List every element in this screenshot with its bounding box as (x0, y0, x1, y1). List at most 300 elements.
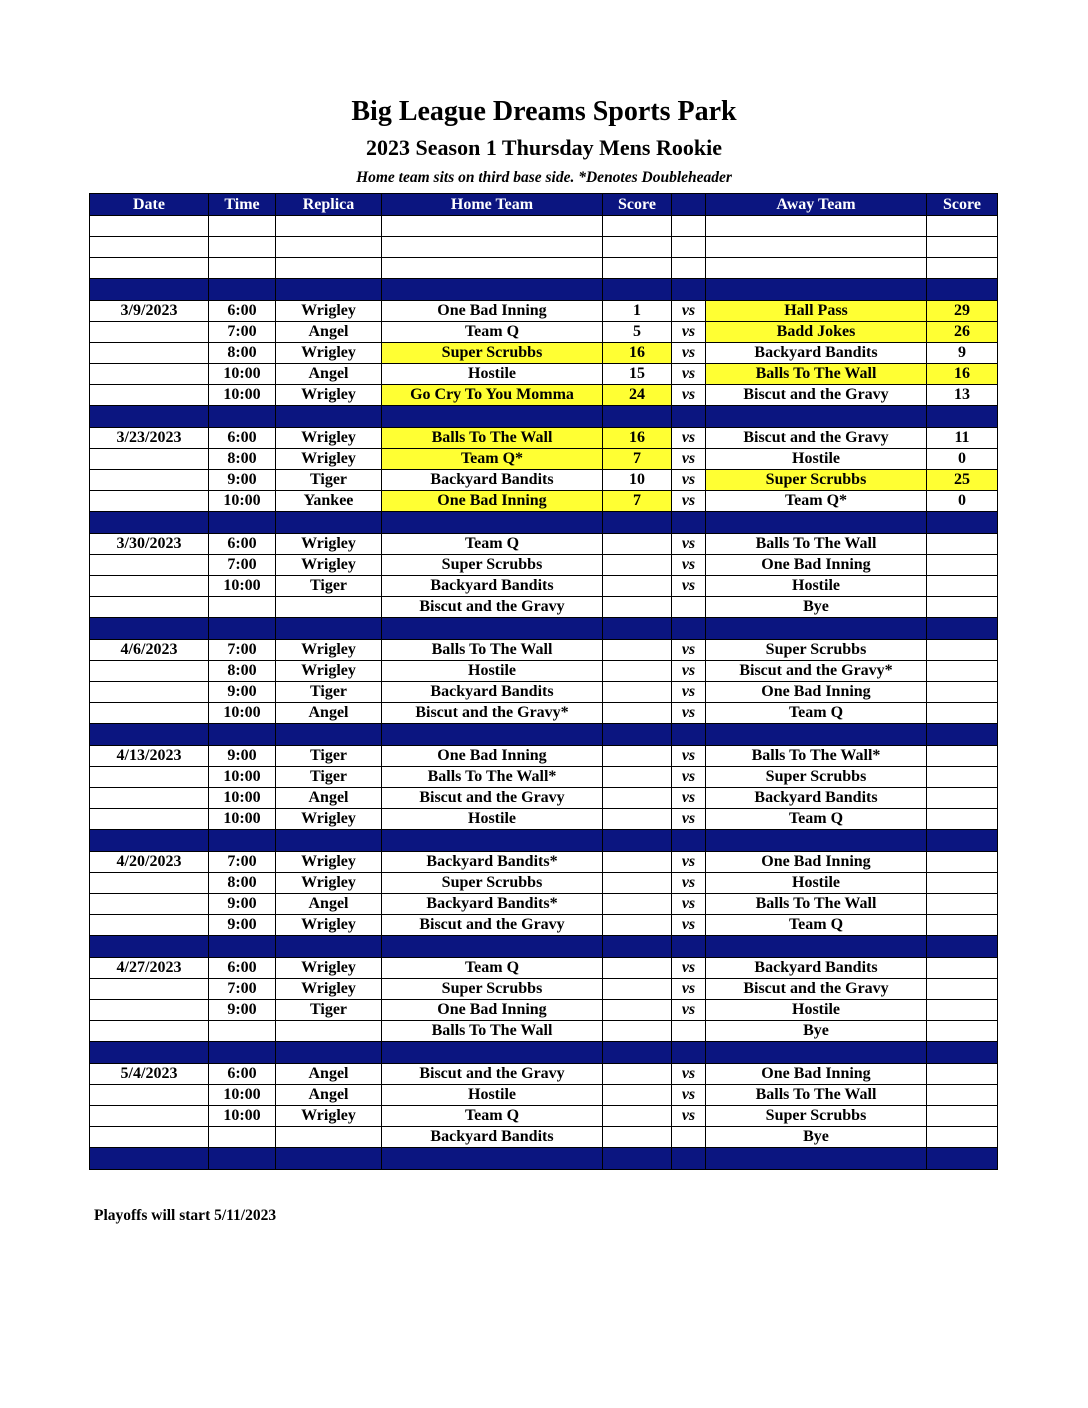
vs-cell: vs (672, 322, 706, 343)
blank-cell (90, 258, 209, 279)
separator-cell (382, 512, 603, 534)
date-cell (90, 873, 209, 894)
separator-cell (382, 618, 603, 640)
time-cell: 10:00 (209, 809, 276, 830)
away-team-cell: Backyard Bandits (706, 788, 927, 809)
date-cell (90, 1000, 209, 1021)
game-row (90, 449, 998, 470)
game-row (90, 682, 998, 703)
away-score-cell: 29 (927, 301, 998, 322)
col-replica: Replica (276, 194, 382, 216)
blank-cell (209, 258, 276, 279)
separator-cell (209, 936, 276, 958)
vs-cell: vs (672, 343, 706, 364)
home-team-cell: Biscut and the Gravy (382, 915, 603, 936)
away-team-cell: Team Q (706, 809, 927, 830)
replica-cell: Wrigley (276, 555, 382, 576)
game-row (90, 428, 998, 449)
home-team-cell: Team Q* (382, 449, 603, 470)
vs-cell: vs (672, 640, 706, 661)
separator-cell (672, 830, 706, 852)
away-score-cell: 26 (927, 322, 998, 343)
home-score-cell: 7 (603, 491, 672, 512)
away-team-cell: Backyard Bandits (706, 958, 927, 979)
game-row (90, 364, 998, 385)
home-score-cell (603, 661, 672, 682)
separator-cell (672, 279, 706, 301)
home-team-cell: Super Scrubbs (382, 555, 603, 576)
week-separator-row (90, 830, 998, 852)
time-cell: 10:00 (209, 767, 276, 788)
schedule-body (90, 216, 998, 1170)
game-row (90, 767, 998, 788)
separator-cell (90, 406, 209, 428)
home-team-cell: One Bad Inning (382, 1000, 603, 1021)
separator-cell (90, 1148, 209, 1170)
date-cell (90, 682, 209, 703)
away-score-cell (927, 682, 998, 703)
time-cell: 6:00 (209, 1064, 276, 1085)
separator-cell (706, 406, 927, 428)
home-team-cell: One Bad Inning (382, 491, 603, 512)
replica-cell: Angel (276, 322, 382, 343)
home-score-cell (603, 915, 672, 936)
away-score-cell (927, 958, 998, 979)
vs-cell: vs (672, 746, 706, 767)
date-cell: 4/27/2023 (90, 958, 209, 979)
separator-cell (209, 724, 276, 746)
home-score-cell: 5 (603, 322, 672, 343)
home-score-cell (603, 640, 672, 661)
game-row (90, 873, 998, 894)
date-cell (90, 703, 209, 724)
time-cell: 9:00 (209, 894, 276, 915)
vs-cell (672, 1127, 706, 1148)
away-team-cell: One Bad Inning (706, 555, 927, 576)
separator-cell (927, 936, 998, 958)
home-score-cell (603, 534, 672, 555)
away-team-cell: Team Q (706, 915, 927, 936)
time-cell: 9:00 (209, 915, 276, 936)
away-team-cell: Biscut and the Gravy* (706, 661, 927, 682)
separator-cell (209, 1148, 276, 1170)
separator-cell (90, 1042, 209, 1064)
away-team-cell: Balls To The Wall (706, 894, 927, 915)
home-score-cell (603, 894, 672, 915)
home-score-cell: 7 (603, 449, 672, 470)
home-score-cell (603, 555, 672, 576)
away-score-cell (927, 746, 998, 767)
away-team-cell: Team Q (706, 703, 927, 724)
date-cell (90, 385, 209, 406)
week-separator-row (90, 406, 998, 428)
replica-cell: Wrigley (276, 640, 382, 661)
away-score-cell (927, 788, 998, 809)
time-cell: 10:00 (209, 385, 276, 406)
date-cell (90, 894, 209, 915)
replica-cell: Wrigley (276, 915, 382, 936)
time-cell: 6:00 (209, 958, 276, 979)
away-score-cell (927, 1000, 998, 1021)
away-score-cell (927, 873, 998, 894)
game-row (90, 958, 998, 979)
time-cell: 8:00 (209, 873, 276, 894)
game-row (90, 852, 998, 873)
home-team-cell: Hostile (382, 661, 603, 682)
time-cell: 10:00 (209, 364, 276, 385)
week-separator-row (90, 1042, 998, 1064)
away-score-cell (927, 809, 998, 830)
home-score-cell (603, 979, 672, 1000)
home-score-cell (603, 1106, 672, 1127)
blank-cell (382, 216, 603, 237)
home-score-cell (603, 597, 672, 618)
home-score-cell (603, 958, 672, 979)
away-score-cell (927, 534, 998, 555)
separator-cell (276, 830, 382, 852)
away-score-cell (927, 640, 998, 661)
schedule-table (89, 193, 998, 1170)
separator-cell (672, 1042, 706, 1064)
away-score-cell (927, 1021, 998, 1042)
date-cell (90, 1127, 209, 1148)
vs-cell: vs (672, 449, 706, 470)
away-team-cell: One Bad Inning (706, 682, 927, 703)
home-team-cell: Biscut and the Gravy (382, 1064, 603, 1085)
vs-cell: vs (672, 555, 706, 576)
separator-cell (706, 618, 927, 640)
home-team-cell: One Bad Inning (382, 746, 603, 767)
home-team-cell: Backyard Bandits (382, 576, 603, 597)
time-cell: 8:00 (209, 661, 276, 682)
replica-cell: Tiger (276, 767, 382, 788)
time-cell (209, 1127, 276, 1148)
away-score-cell (927, 1064, 998, 1085)
separator-cell (672, 724, 706, 746)
date-cell (90, 343, 209, 364)
vs-cell: vs (672, 1064, 706, 1085)
home-team-cell: Team Q (382, 1106, 603, 1127)
separator-cell (276, 618, 382, 640)
game-row (90, 915, 998, 936)
away-score-cell (927, 555, 998, 576)
home-team-cell: Backyard Bandits (382, 470, 603, 491)
away-team-cell: Super Scrubbs (706, 1106, 927, 1127)
date-cell (90, 788, 209, 809)
replica-cell: Wrigley (276, 1106, 382, 1127)
vs-cell: vs (672, 491, 706, 512)
separator-cell (927, 406, 998, 428)
away-team-cell: Hostile (706, 873, 927, 894)
away-team-cell: One Bad Inning (706, 852, 927, 873)
away-score-cell (927, 661, 998, 682)
blank-cell (706, 237, 927, 258)
blank-cell (90, 216, 209, 237)
away-score-cell: 11 (927, 428, 998, 449)
page-title: Big League Dreams Sports Park (351, 96, 737, 127)
blank-cell (276, 258, 382, 279)
separator-cell (927, 279, 998, 301)
game-row (90, 555, 998, 576)
game-row (90, 1021, 998, 1042)
home-team-cell: Go Cry To You Momma (382, 385, 603, 406)
separator-cell (382, 724, 603, 746)
time-cell: 10:00 (209, 491, 276, 512)
away-team-cell: Hostile (706, 576, 927, 597)
time-cell: 9:00 (209, 682, 276, 703)
away-score-cell (927, 576, 998, 597)
home-score-cell: 16 (603, 428, 672, 449)
home-team-cell: Hostile (382, 364, 603, 385)
away-score-cell (927, 1106, 998, 1127)
game-row (90, 470, 998, 491)
vs-cell: vs (672, 979, 706, 1000)
home-team-cell: Biscut and the Gravy (382, 597, 603, 618)
time-cell: 7:00 (209, 555, 276, 576)
date-cell (90, 1085, 209, 1106)
home-team-cell: Backyard Bandits (382, 682, 603, 703)
game-row (90, 1064, 998, 1085)
separator-cell (209, 279, 276, 301)
date-cell (90, 364, 209, 385)
time-cell: 6:00 (209, 428, 276, 449)
replica-cell: Tiger (276, 576, 382, 597)
vs-cell: vs (672, 364, 706, 385)
separator-cell (276, 1042, 382, 1064)
blank-cell (706, 216, 927, 237)
date-cell: 4/6/2023 (90, 640, 209, 661)
time-cell: 7:00 (209, 640, 276, 661)
vs-cell: vs (672, 1000, 706, 1021)
away-team-cell: Balls To The Wall (706, 364, 927, 385)
date-cell: 5/4/2023 (90, 1064, 209, 1085)
home-score-cell (603, 767, 672, 788)
away-team-cell: Hostile (706, 1000, 927, 1021)
home-score-cell (603, 746, 672, 767)
away-score-cell (927, 767, 998, 788)
vs-cell: vs (672, 385, 706, 406)
vs-cell: vs (672, 852, 706, 873)
week-separator-row (90, 618, 998, 640)
date-cell (90, 767, 209, 788)
away-team-cell: One Bad Inning (706, 1064, 927, 1085)
home-team-cell: Hostile (382, 809, 603, 830)
blank-cell (672, 258, 706, 279)
replica-cell: Wrigley (276, 661, 382, 682)
date-cell (90, 597, 209, 618)
vs-cell: vs (672, 894, 706, 915)
home-team-cell: Super Scrubbs (382, 979, 603, 1000)
replica-cell: Wrigley (276, 385, 382, 406)
col-away-score: Score (927, 194, 998, 216)
date-cell: 4/13/2023 (90, 746, 209, 767)
week-separator-row (90, 1148, 998, 1170)
away-team-cell: Super Scrubbs (706, 640, 927, 661)
away-team-cell: Team Q* (706, 491, 927, 512)
blank-cell (209, 237, 276, 258)
replica-cell: Tiger (276, 682, 382, 703)
date-cell: 4/20/2023 (90, 852, 209, 873)
home-score-cell: 16 (603, 343, 672, 364)
separator-cell (927, 618, 998, 640)
replica-cell: Angel (276, 1064, 382, 1085)
home-team-cell: Balls To The Wall* (382, 767, 603, 788)
date-cell (90, 1021, 209, 1042)
separator-cell (90, 512, 209, 534)
time-cell: 7:00 (209, 852, 276, 873)
blank-cell (276, 216, 382, 237)
game-row (90, 1106, 998, 1127)
away-team-cell: Biscut and the Gravy (706, 428, 927, 449)
replica-cell: Wrigley (276, 343, 382, 364)
home-team-cell: Balls To The Wall (382, 640, 603, 661)
away-score-cell (927, 979, 998, 1000)
away-score-cell (927, 894, 998, 915)
home-team-cell: Hostile (382, 1085, 603, 1106)
game-row (90, 661, 998, 682)
time-cell (209, 1021, 276, 1042)
blank-cell (209, 216, 276, 237)
vs-cell: vs (672, 470, 706, 491)
separator-cell (276, 1148, 382, 1170)
vs-cell: vs (672, 788, 706, 809)
time-cell: 8:00 (209, 449, 276, 470)
separator-cell (382, 830, 603, 852)
separator-cell (90, 830, 209, 852)
col-home-team: Home Team (382, 194, 603, 216)
replica-cell: Wrigley (276, 534, 382, 555)
away-score-cell (927, 597, 998, 618)
blank-cell (603, 237, 672, 258)
replica-cell: Angel (276, 364, 382, 385)
home-team-cell: Super Scrubbs (382, 873, 603, 894)
home-score-cell (603, 682, 672, 703)
home-score-cell (603, 852, 672, 873)
replica-cell (276, 1021, 382, 1042)
game-row (90, 301, 998, 322)
game-row (90, 534, 998, 555)
away-team-cell: Bye (706, 1127, 927, 1148)
week-separator-row (90, 936, 998, 958)
blank-cell (706, 258, 927, 279)
blank-cell (927, 216, 998, 237)
blank-cell (603, 258, 672, 279)
away-team-cell: Hall Pass (706, 301, 927, 322)
home-team-cell: Biscut and the Gravy* (382, 703, 603, 724)
vs-cell: vs (672, 703, 706, 724)
home-team-cell: Balls To The Wall (382, 1021, 603, 1042)
away-team-cell: Balls To The Wall (706, 534, 927, 555)
home-score-cell: 1 (603, 301, 672, 322)
away-score-cell: 9 (927, 343, 998, 364)
away-team-cell: Bye (706, 597, 927, 618)
separator-cell (209, 830, 276, 852)
time-cell (209, 597, 276, 618)
home-team-cell: Balls To The Wall (382, 428, 603, 449)
week-separator-row (90, 279, 998, 301)
time-cell: 10:00 (209, 788, 276, 809)
date-cell: 3/23/2023 (90, 428, 209, 449)
separator-cell (603, 618, 672, 640)
separator-cell (927, 512, 998, 534)
week-separator-row (90, 512, 998, 534)
separator-cell (276, 279, 382, 301)
vs-cell: vs (672, 576, 706, 597)
vs-cell: vs (672, 1085, 706, 1106)
blank-cell (927, 258, 998, 279)
home-team-cell: Backyard Bandits* (382, 894, 603, 915)
away-team-cell: Hostile (706, 449, 927, 470)
vs-cell (672, 597, 706, 618)
replica-cell: Wrigley (276, 852, 382, 873)
away-team-cell: Backyard Bandits (706, 343, 927, 364)
home-team-cell: Team Q (382, 322, 603, 343)
separator-cell (706, 936, 927, 958)
time-cell: 9:00 (209, 746, 276, 767)
separator-cell (706, 1148, 927, 1170)
home-score-cell (603, 1127, 672, 1148)
col-home-score: Score (603, 194, 672, 216)
blank-cell (382, 258, 603, 279)
game-row (90, 788, 998, 809)
separator-cell (672, 1148, 706, 1170)
time-cell: 8:00 (209, 343, 276, 364)
time-cell: 9:00 (209, 1000, 276, 1021)
replica-cell: Tiger (276, 1000, 382, 1021)
separator-cell (90, 936, 209, 958)
date-cell (90, 322, 209, 343)
time-cell: 10:00 (209, 1106, 276, 1127)
home-score-cell (603, 1085, 672, 1106)
col-away-team: Away Team (706, 194, 927, 216)
date-cell (90, 979, 209, 1000)
date-cell: 3/30/2023 (90, 534, 209, 555)
blank-cell (603, 216, 672, 237)
home-team-cell: Backyard Bandits (382, 1127, 603, 1148)
away-team-cell: Super Scrubbs (706, 767, 927, 788)
page-subtitle: 2023 Season 1 Thursday Mens Rookie (366, 135, 722, 160)
date-cell (90, 576, 209, 597)
replica-cell: Angel (276, 788, 382, 809)
separator-cell (382, 1148, 603, 1170)
replica-cell: Wrigley (276, 428, 382, 449)
blank-cell (672, 216, 706, 237)
separator-cell (603, 1042, 672, 1064)
vs-cell: vs (672, 682, 706, 703)
time-cell: 7:00 (209, 322, 276, 343)
game-row (90, 343, 998, 364)
away-score-cell: 0 (927, 449, 998, 470)
separator-cell (603, 724, 672, 746)
home-score-cell (603, 1021, 672, 1042)
vs-cell: vs (672, 915, 706, 936)
separator-cell (209, 512, 276, 534)
home-team-cell: Backyard Bandits* (382, 852, 603, 873)
replica-cell (276, 1127, 382, 1148)
replica-cell: Yankee (276, 491, 382, 512)
vs-cell: vs (672, 301, 706, 322)
away-score-cell: 25 (927, 470, 998, 491)
blank-cell (927, 237, 998, 258)
game-row (90, 894, 998, 915)
separator-cell (706, 512, 927, 534)
vs-cell: vs (672, 958, 706, 979)
separator-cell (672, 406, 706, 428)
game-row (90, 746, 998, 767)
time-cell: 10:00 (209, 576, 276, 597)
time-cell: 6:00 (209, 534, 276, 555)
vs-cell: vs (672, 809, 706, 830)
